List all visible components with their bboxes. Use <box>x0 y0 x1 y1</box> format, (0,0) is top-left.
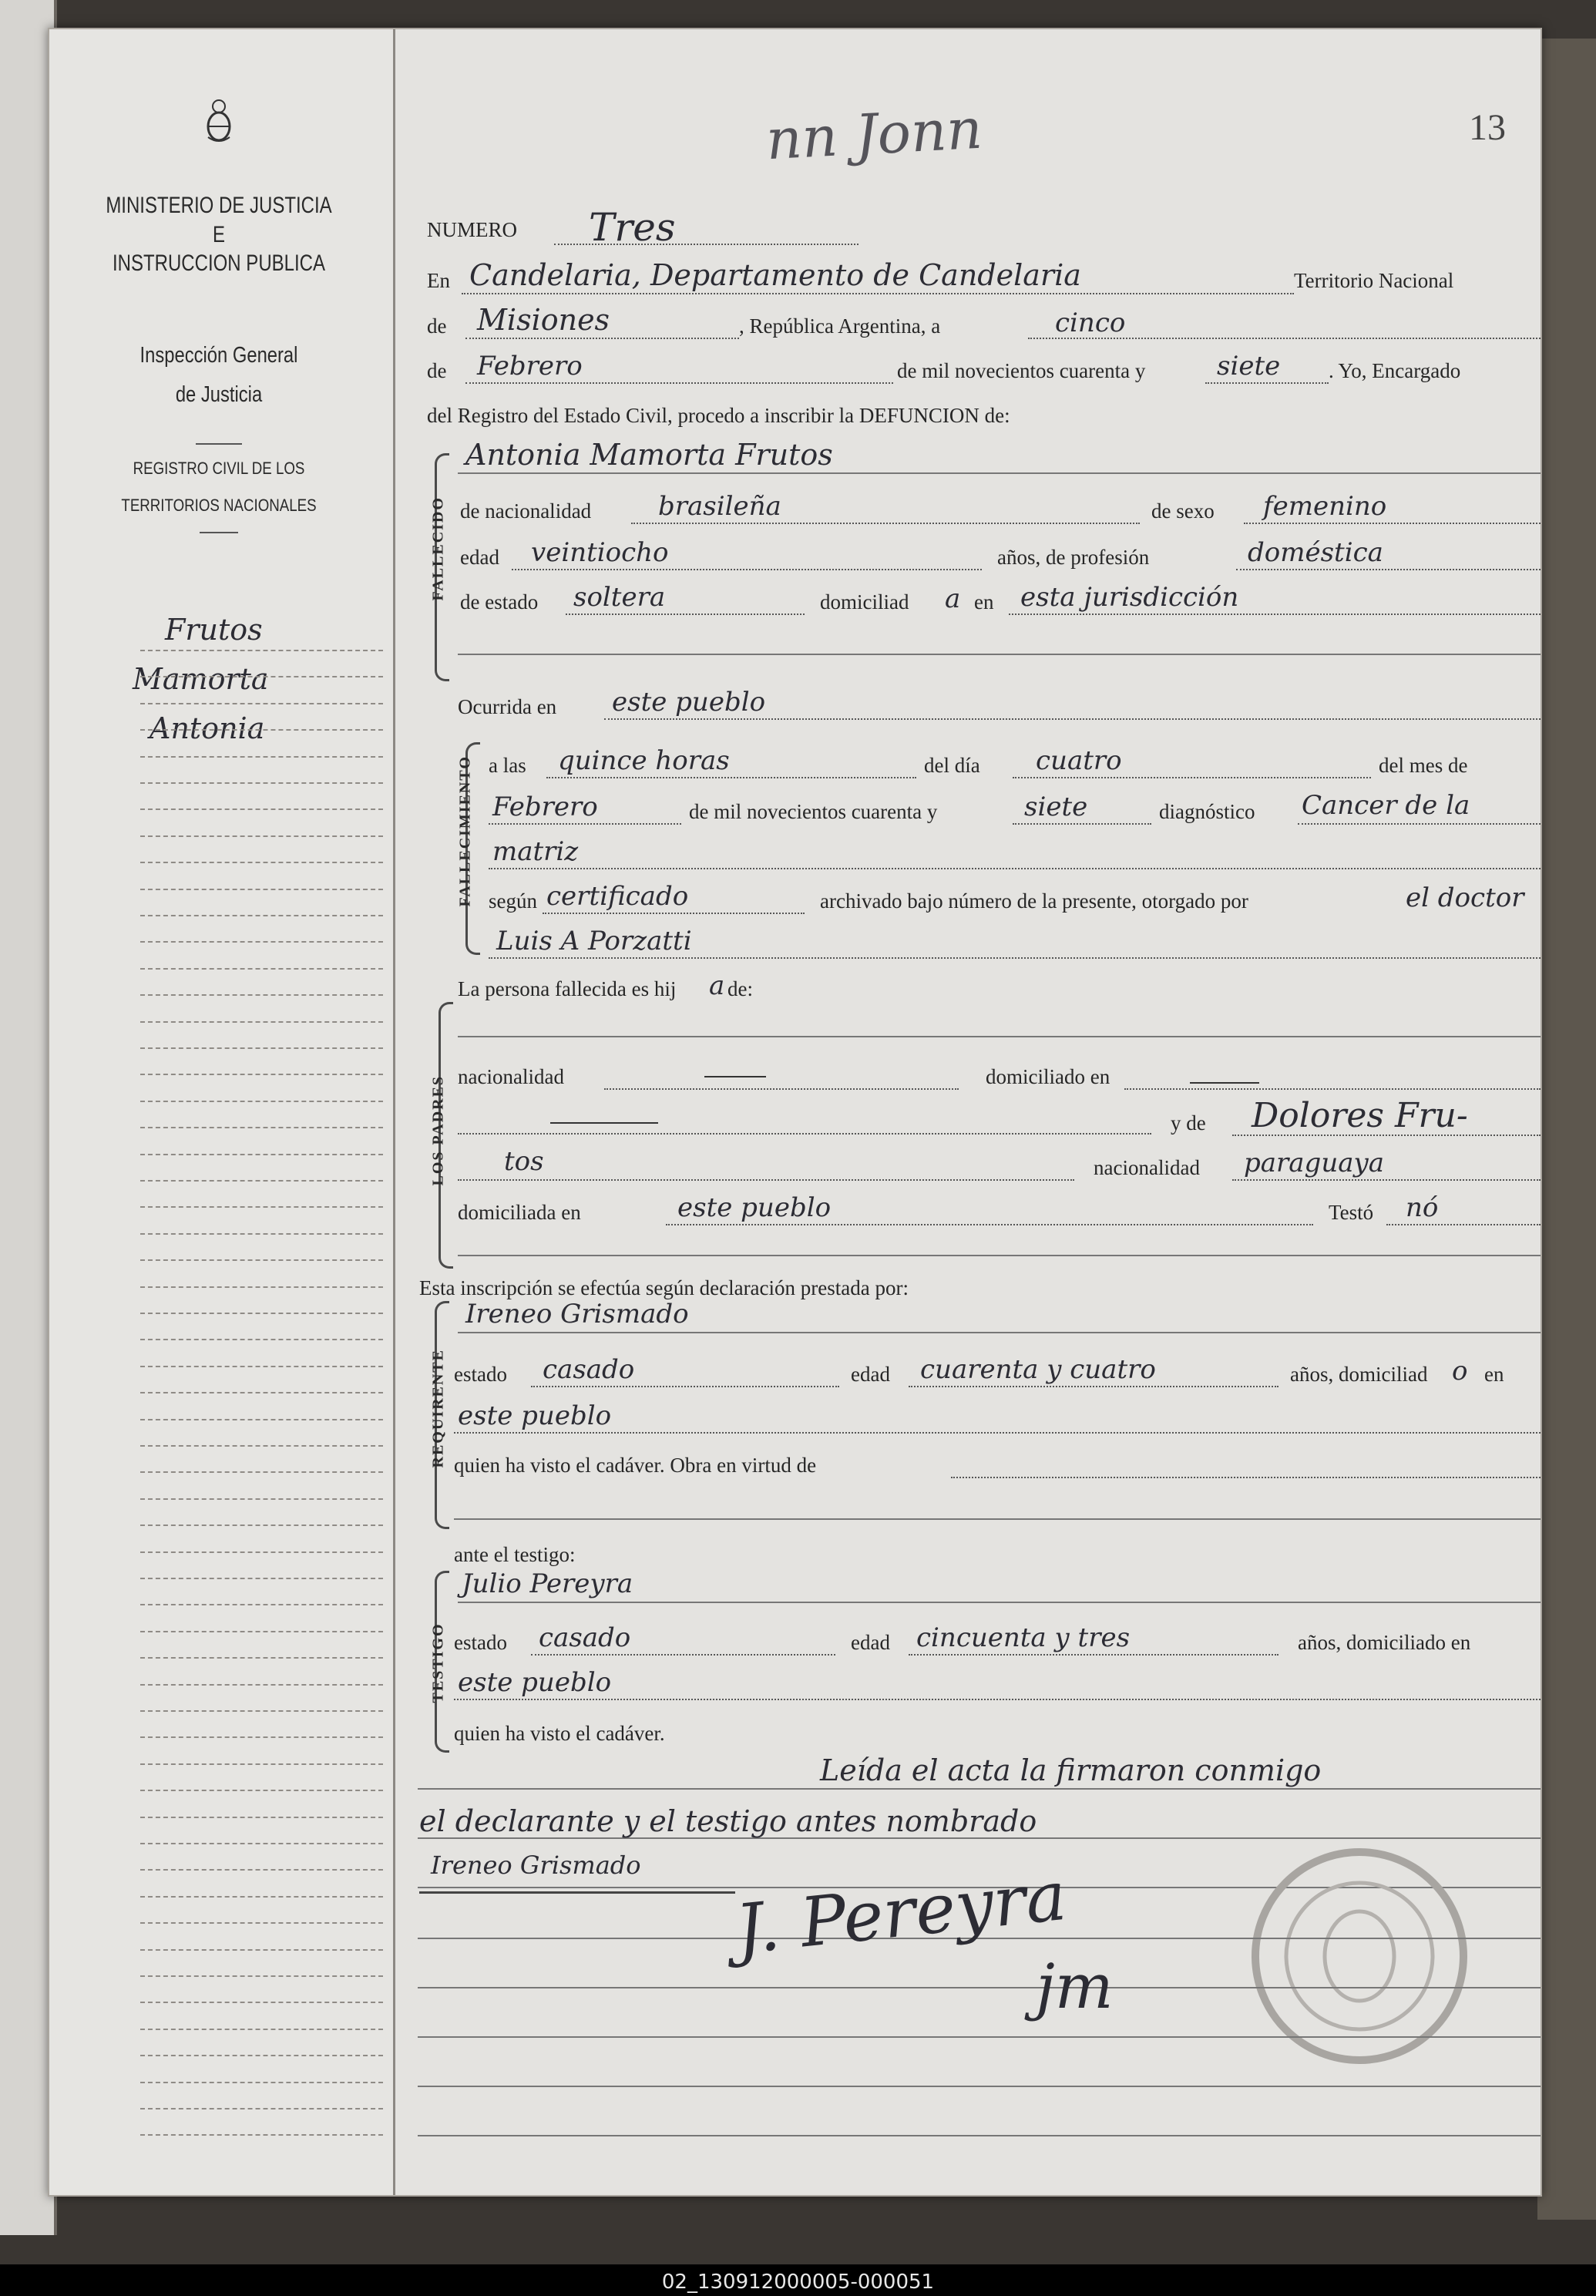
firma-encargado: jm <box>1036 1951 1114 2022</box>
testigo-estado-label: estado <box>454 1631 507 1654</box>
stub-line <box>140 1763 383 1765</box>
territorio-value: Misiones <box>477 303 610 337</box>
padre-extra-dash <box>550 1122 658 1124</box>
stub-line <box>140 1259 383 1261</box>
ocurrida-label: Ocurrida en <box>458 695 557 718</box>
fallecido-edad: veintiocho <box>531 537 669 568</box>
madre-domicilio-line <box>666 1224 1313 1225</box>
inspeccion-heading: Inspección General de Justicia <box>139 343 298 407</box>
testigo-domicilio-label: años, domiciliado en <box>1298 1631 1471 1654</box>
encargado-label: . Yo, Encargado <box>1329 359 1461 382</box>
stub-line <box>140 968 383 970</box>
a-las-label: a las <box>489 754 526 777</box>
fallecimiento-lugar: este pueblo <box>612 687 766 718</box>
stub-line <box>140 1684 383 1686</box>
padres-intro-label: La persona fallecida es hij <box>458 977 677 1000</box>
requirente-cadaver-label: quien ha visto el cadáver. Obra en virtud de <box>454 1454 817 1477</box>
territorio-line <box>465 338 739 339</box>
stub-line <box>140 1896 383 1898</box>
diagnostico-1: Cancer de la <box>1302 790 1470 821</box>
padre-domicilio-dash <box>1190 1082 1259 1084</box>
requirente-edad-line <box>909 1386 1278 1387</box>
ministry-heading: MINISTERIO DE JUSTICIA E INSTRUCCION PUBLICA <box>106 193 332 276</box>
testigo-intro-label: ante el testigo: <box>454 1543 576 1566</box>
testigo-domicilio: este pueblo <box>458 1667 612 1698</box>
mes-line <box>465 382 893 384</box>
hora-line <box>546 777 916 778</box>
fallecido-profesion: doméstica <box>1248 537 1383 568</box>
domicilio-en-label: en <box>974 590 994 613</box>
requirente-domicilio-label: años, domiciliad <box>1290 1363 1428 1386</box>
fallecimiento-dia: cuatro <box>1036 745 1122 776</box>
stub-line <box>140 808 383 810</box>
stub-surname: Frutos <box>165 613 263 647</box>
cierre-line-8 <box>418 2135 1541 2136</box>
madre-domiciliada-label: domiciliada en <box>458 1201 581 1224</box>
stub-line <box>140 1101 383 1102</box>
padre-extra-line <box>458 1133 1151 1135</box>
obra-line <box>951 1477 1541 1478</box>
testigo-estado-line <box>531 1654 835 1656</box>
requirente-intro-label: Esta inscripción se efectúa según declaración prestada por: <box>419 1276 909 1299</box>
ocurrida-line <box>604 718 1541 720</box>
fallecimiento-section-label: FALLECIMIENTO <box>456 755 474 907</box>
testigo-nombre: Julio Pereyra <box>462 1568 633 1599</box>
lugar-line <box>462 293 1294 294</box>
padres-intro-suffix: a <box>709 970 725 1001</box>
stub-line <box>140 1419 383 1420</box>
stub-line <box>140 994 383 996</box>
testo-value: nó <box>1406 1192 1439 1223</box>
anio-value: siete <box>1217 351 1281 382</box>
profesion-line <box>1236 569 1541 570</box>
edad-label: edad <box>460 546 499 569</box>
stub-line <box>140 1525 383 1526</box>
stub-line <box>140 1471 383 1473</box>
stub-line <box>140 2134 383 2136</box>
fallecimiento-mes: Febrero <box>492 792 598 822</box>
padres-intro-end: de: <box>727 977 753 1000</box>
stub-line <box>140 1286 383 1288</box>
stub-line <box>140 1366 383 1367</box>
stub-line <box>140 782 383 784</box>
territorio-label: Territorio Nacional <box>1294 269 1454 292</box>
en-label: En <box>427 269 450 292</box>
del-mes-label: del mes de <box>1379 754 1468 777</box>
cierre-line-1 <box>418 1788 1541 1790</box>
requirente-domicilio-suffix: o <box>1452 1356 1468 1387</box>
stub-line <box>140 1313 383 1314</box>
numero-value: Tres <box>589 205 676 250</box>
stub-line <box>140 835 383 837</box>
stub-middle-name: Mamorta <box>133 662 269 696</box>
testigo-nombre-line <box>458 1602 1541 1603</box>
estado-line <box>566 613 805 615</box>
testigo-cadaver-label: quien ha visto el cadáver. <box>454 1722 665 1745</box>
fallecimiento-anio-line <box>1013 823 1151 825</box>
testigo-section-label: TESTIGO <box>429 1622 447 1703</box>
stub-given-name: Antonia <box>150 711 265 745</box>
testigo-edad-label: edad <box>851 1631 890 1654</box>
stub-line <box>140 1604 383 1605</box>
stub-line <box>140 703 383 704</box>
firma-testigo: J. Pereyra <box>731 1855 1070 1970</box>
domicilio-line <box>1009 613 1541 615</box>
testigo-domicilio-line <box>454 1699 1541 1700</box>
testigo-estado: casado <box>539 1622 631 1653</box>
nacionalidad-line <box>631 523 1140 524</box>
otorgante-value: el doctor <box>1406 882 1524 913</box>
padre-domiciliado-label: domiciliado en <box>986 1065 1110 1088</box>
cierre-texto-1: Leída el acta la firmaron conmigo <box>820 1753 1322 1787</box>
stub-line <box>140 650 383 651</box>
madre-nacionalidad: paraguaya <box>1244 1148 1384 1178</box>
anio-label: de mil novecientos cuarenta y <box>897 359 1146 382</box>
certificado-value: certificado <box>546 881 689 912</box>
stub-line <box>140 1047 383 1049</box>
requirente-edad-label: edad <box>851 1363 890 1386</box>
stub-line <box>140 915 383 916</box>
stub-line <box>140 1021 383 1023</box>
republica-label: , República Argentina, a <box>739 314 941 338</box>
madre-nombre-2: tos <box>504 1146 544 1177</box>
medico-line <box>489 957 1541 959</box>
stub-line <box>140 1392 383 1393</box>
segun-label: según <box>489 889 537 913</box>
padres-section-label: LOS PADRES <box>429 1074 447 1186</box>
requirente-section-label: REQUIRENTE <box>429 1349 447 1468</box>
stub-line <box>140 1206 383 1208</box>
requirente-domicilio: este pueblo <box>458 1400 612 1431</box>
padre-nacionalidad-dash <box>704 1076 766 1077</box>
testo-line <box>1386 1224 1541 1225</box>
stub-line <box>140 1949 383 1951</box>
padres-extra-line <box>458 1255 1541 1256</box>
stub-line <box>140 1790 383 1791</box>
padre-domicilio-line <box>1124 1088 1541 1090</box>
sexo-label: de sexo <box>1151 499 1215 523</box>
lugar-value: Candelaria, Departamento de Candelaria <box>469 258 1081 292</box>
stub-line <box>140 1736 383 1738</box>
book-cover-edge <box>1537 39 1596 2220</box>
fallecimiento-anio: siete <box>1024 792 1088 822</box>
madre-nacionalidad-label: nacionalidad <box>1094 1156 1200 1179</box>
medico-value: Luis A Porzatti <box>496 926 692 956</box>
register-page <box>48 28 1542 2197</box>
stub-line <box>140 1180 383 1182</box>
stub-line <box>140 1154 383 1155</box>
stub-line <box>140 2029 383 2030</box>
fallecido-sexo: femenino <box>1263 491 1387 522</box>
requirente-nombre: Ireneo Grismado <box>465 1299 689 1330</box>
madre-nacionalidad-line <box>1232 1179 1541 1181</box>
nombre-line <box>458 472 1541 474</box>
stub-line <box>140 2002 383 2003</box>
fallecido-nombre: Antonia Mamorta Frutos <box>465 438 833 472</box>
requirente-estado: casado <box>543 1354 635 1385</box>
stub-line <box>140 1975 383 1977</box>
stub-line <box>140 676 383 677</box>
fallecido-extra-line <box>458 654 1541 655</box>
madre-domicilio: este pueblo <box>677 1192 832 1223</box>
stub-line <box>140 862 383 863</box>
stub-line <box>140 941 383 943</box>
diagnostico-label: diagnóstico <box>1159 800 1255 823</box>
stub-line <box>140 1710 383 1712</box>
profesion-label: años, de profesión <box>997 546 1150 569</box>
madre-line-2 <box>458 1179 1074 1181</box>
testigo-edad: cincuenta y tres <box>916 1622 1131 1653</box>
mes-line <box>489 823 681 825</box>
numero-label: NUMERO <box>427 218 518 241</box>
diagnostico-2: matriz <box>492 836 579 867</box>
requirente-estado-line <box>531 1386 839 1387</box>
registro-label: del Registro del Estado Civil, procedo a inscribir la DEFUNCION de: <box>427 404 1010 427</box>
cierre-line-5 <box>418 1987 1541 1988</box>
mes-value: Febrero <box>477 351 583 382</box>
dia-line <box>1013 777 1371 778</box>
y-de-label: y de <box>1171 1111 1206 1135</box>
del-dia-label: del día <box>924 754 980 777</box>
cierre-texto-2: el declarante y el testigo antes nombrado <box>419 1804 1037 1838</box>
requirente-nombre-line <box>458 1332 1541 1333</box>
de-label-2: de <box>427 359 447 382</box>
stub-line <box>140 1498 383 1500</box>
registro-heading: REGISTRO CIVIL DE LOS TERRITORIOS NACIONALES <box>121 459 317 516</box>
divider <box>196 443 242 445</box>
requirente-domicilio-line <box>454 1432 1541 1434</box>
certificado-line <box>543 913 805 914</box>
stub-line <box>140 1657 383 1659</box>
stub-line <box>140 1551 383 1553</box>
stub-column <box>49 29 395 2195</box>
stub-line <box>140 2055 383 2056</box>
cierre-line-6 <box>418 2036 1541 2038</box>
cierre-line-7 <box>418 2086 1541 2087</box>
stub-line <box>140 1843 383 1844</box>
padre-nacionalidad-line <box>604 1088 959 1090</box>
argentine-coat-of-arms-icon <box>202 99 236 145</box>
margin-scrawl: nn Jonn <box>764 96 984 173</box>
diagnostico-line <box>1298 823 1541 825</box>
padre-nacionalidad-label: nacionalidad <box>458 1065 564 1088</box>
stub-line <box>140 1922 383 1924</box>
divider <box>200 532 238 533</box>
stub-line <box>140 1817 383 1818</box>
requirente-edad: cuarenta y cuatro <box>920 1354 1156 1385</box>
stub-line <box>140 1127 383 1128</box>
madre-nombre-1: Dolores Fru- <box>1252 1096 1468 1135</box>
dia-value: cinco <box>1055 308 1126 338</box>
image-caption: 02_130912000005-000051 <box>661 2271 935 2294</box>
stub-line <box>140 756 383 758</box>
stub-line <box>140 1445 383 1447</box>
de-label: de <box>427 314 447 338</box>
nacionalidad-label: de nacionalidad <box>460 499 592 523</box>
stub-line <box>140 1074 383 1075</box>
firma-declarante: Ireneo Grismado <box>431 1851 641 1880</box>
padre-nombre-line <box>458 1036 1541 1037</box>
testigo-edad-line <box>909 1654 1278 1656</box>
diagnostico-line-2 <box>489 868 1541 869</box>
stub-line <box>140 2108 383 2109</box>
anio-line <box>1205 382 1329 384</box>
stub-line <box>140 1233 383 1235</box>
archivado-label: archivado bajo número de la presente, otorgado por <box>820 889 1248 913</box>
estado-label: de estado <box>460 590 539 613</box>
fallecido-section-label: FALLECIDO <box>429 496 447 601</box>
firma-underline <box>419 1891 735 1894</box>
stub-line <box>140 889 383 890</box>
edad-line <box>512 569 982 570</box>
stub-line <box>140 1339 383 1340</box>
testo-label: Testó <box>1329 1201 1374 1224</box>
stub-line <box>140 729 383 731</box>
stub-line <box>140 2082 383 2083</box>
requirente-estado-label: estado <box>454 1363 507 1386</box>
requirente-extra-line <box>454 1518 1541 1520</box>
domicilio-label: domiciliad <box>820 590 909 613</box>
stub-line <box>140 1631 383 1632</box>
page-number: 13 <box>1469 107 1506 148</box>
requirente-en-label: en <box>1484 1363 1504 1386</box>
fallecimiento-anio-label: de mil novecientos cuarenta y <box>689 800 938 823</box>
fallecido-nacionalidad: brasileña <box>658 491 781 522</box>
fallecido-estado: soltera <box>573 582 666 613</box>
stub-line <box>140 1578 383 1579</box>
domicilio-suffix: a <box>945 583 961 614</box>
fallecido-domicilio: esta jurisdicción <box>1020 582 1239 613</box>
fallecimiento-hora: quince horas <box>558 745 730 776</box>
sexo-line <box>1244 523 1541 524</box>
stub-line <box>140 1869 383 1871</box>
